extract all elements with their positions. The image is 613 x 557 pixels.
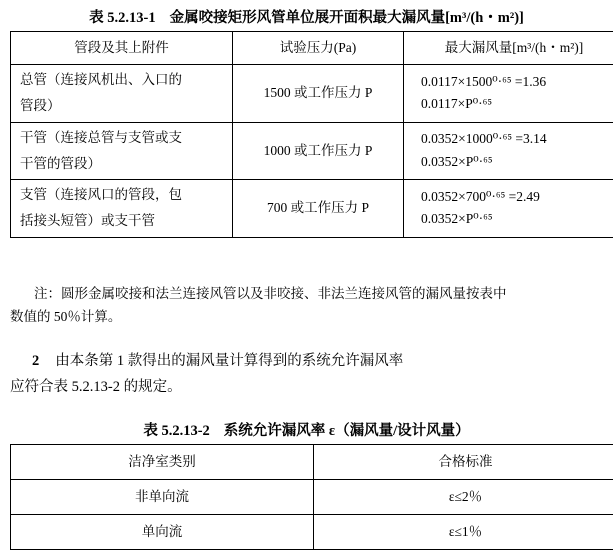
max-leakage-table — [10, 31, 613, 238]
table1-cell-segment — [11, 122, 233, 180]
table1-cell-pressure: 700 或工作压力 P — [233, 180, 404, 238]
table1-note — [10, 282, 605, 328]
table2-title-unit: （漏风量/设计风量） — [335, 423, 470, 439]
table2-header-standard: 合格标准 — [314, 445, 613, 480]
table1-cell-segment — [11, 180, 233, 238]
table-row — [11, 65, 613, 123]
clause-number: 2 — [32, 353, 40, 369]
table-row — [11, 122, 613, 180]
table2-cell-standard: ε≤2％ — [314, 480, 613, 515]
table-row — [11, 515, 613, 550]
table1-cell-leakage — [404, 122, 613, 180]
table2-title-text: 系统允许漏风率 ε — [223, 423, 336, 439]
formula-line1: 0.0117×1500⁰·⁶⁵ =1.36 — [421, 73, 547, 89]
formula-line1: 0.0352×700⁰·⁶⁵ =2.49 — [421, 188, 540, 204]
table2-cell-category: 非单向流 — [11, 480, 314, 515]
formula-line2: 0.0117×P⁰·⁶⁵ — [421, 96, 493, 112]
formula-line1: 0.0352×1000⁰·⁶⁵ =3.14 — [421, 131, 547, 147]
table-row — [11, 180, 613, 238]
segment-line1: 总管（连接风机出、入口的 — [20, 72, 182, 87]
table-header-row — [11, 445, 613, 480]
table2-header-category: 洁净室类别 — [11, 445, 314, 480]
table-row — [11, 480, 613, 515]
note-lead: 注： — [34, 286, 61, 301]
table2-cell-standard: ε≤1％ — [314, 515, 613, 550]
allowable-leakage-rate-table — [10, 444, 613, 550]
clause-line1: 由本条第 1 款得出的漏风量计算得到的系统允许漏风率 — [55, 353, 404, 369]
note-line2: 数值的 50％计算。 — [10, 309, 122, 325]
segment-line2: 括接头短管）或支干管 — [20, 213, 155, 229]
table2-title — [0, 419, 613, 440]
segment-line1: 支管（连接风口的管段，包 — [20, 187, 182, 202]
formula-line2: 0.0352×P⁰·⁶⁵ — [421, 211, 493, 227]
table1-cell-leakage — [404, 65, 613, 123]
table1-header-leakage: 最大漏风量[m³/(h・m²)] — [404, 32, 613, 65]
segment-line2: 干管的管段） — [20, 155, 101, 171]
table1-cell-segment — [11, 65, 233, 123]
table2-title-number: 表 5.2.13-2 — [143, 423, 210, 439]
segment-line2: 管段） — [20, 98, 61, 114]
table1-title-text: 金属咬接矩形风管单位展开面积最大漏风量 — [169, 10, 446, 26]
table1-header-segment: 管段及其上附件 — [11, 32, 233, 65]
note-line1: 圆形金属咬接和法兰连接风管以及非咬接、非法兰连接风管的漏风量按表中 — [61, 286, 507, 301]
table1-header-pressure: 试验压力(Pa) — [233, 32, 404, 65]
segment-line1: 干管（连接总管与支管或支 — [20, 129, 182, 145]
table1-cell-pressure: 1500 或工作压力 P — [233, 65, 404, 123]
table1-title — [0, 6, 613, 27]
table1-cell-leakage — [404, 180, 613, 238]
table1-title-unit: [m³/(h・m²)] — [445, 10, 524, 26]
formula-line2: 0.0352×P⁰·⁶⁵ — [421, 153, 493, 169]
clause-paragraph-2 — [10, 349, 605, 401]
table2-cell-category: 单向流 — [11, 515, 314, 550]
clause-line2: 应符合表 5.2.13-2 的规定。 — [10, 378, 182, 395]
table1-cell-pressure: 1000 或工作压力 P — [233, 122, 404, 180]
table1-title-number: 表 5.2.13-1 — [89, 10, 156, 26]
table-header-row — [11, 32, 613, 65]
